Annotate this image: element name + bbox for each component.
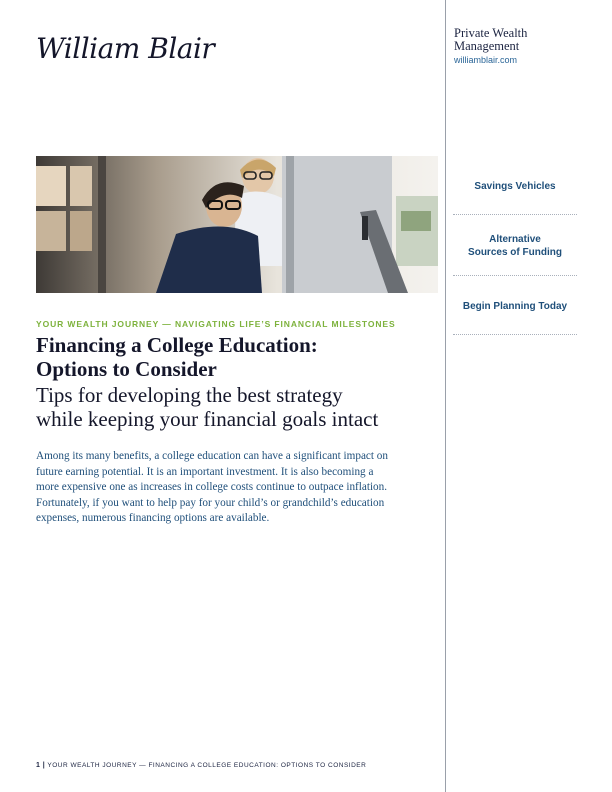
website-link[interactable]: williamblair.com bbox=[454, 55, 518, 65]
brand-line-2: Management bbox=[454, 39, 520, 53]
nav-label: Savings Vehicles bbox=[474, 181, 556, 192]
intro-paragraph bbox=[36, 449, 431, 527]
intro-line: expenses, numerous financing options are available. bbox=[36, 512, 270, 524]
nav-begin-planning[interactable] bbox=[453, 276, 577, 334]
nav-separator bbox=[453, 334, 577, 335]
subtitle-line: while keeping your financial goals intact bbox=[36, 407, 379, 431]
series-eyebrow: YOUR WEALTH JOURNEY — NAVIGATING LIFE’S FINANCIAL MILESTONES bbox=[36, 319, 396, 329]
subtitle-line: Tips for developing the best strategy bbox=[36, 383, 343, 407]
intro-line: future earning potential. It is an important investment. It is also becoming a bbox=[36, 465, 374, 478]
section-nav bbox=[453, 170, 577, 335]
nav-label: Sources of Funding bbox=[468, 247, 562, 258]
page-footer bbox=[36, 762, 366, 769]
nav-alternative-sources[interactable] bbox=[453, 215, 577, 275]
column-divider bbox=[445, 0, 446, 792]
students-at-computer-image bbox=[36, 156, 438, 293]
page-subtitle bbox=[36, 383, 436, 431]
nav-savings-vehicles[interactable] bbox=[453, 170, 577, 214]
intro-line: Among its many benefits, a college education can have a significant impact on bbox=[36, 450, 388, 462]
footer-separator: | bbox=[42, 762, 46, 769]
footer-text: YOUR WEALTH JOURNEY — FINANCING A COLLEGE EDUCATION: OPTIONS TO CONSIDER bbox=[47, 762, 367, 769]
page-number: 1 bbox=[36, 762, 41, 769]
page-title bbox=[36, 333, 436, 381]
nav-label: Begin Planning Today bbox=[462, 301, 568, 312]
intro-line: Fortunately, if you want to help pay for your child’s or grandchild’s education bbox=[36, 496, 385, 509]
intro-line: more expensive one as increases in college costs continue to outpace inflation. bbox=[36, 481, 388, 493]
brand-block bbox=[454, 27, 527, 65]
title-line: Options to Consider bbox=[36, 357, 217, 381]
hero-photo bbox=[36, 156, 438, 293]
nav-label: Alternative bbox=[489, 234, 541, 245]
william-blair-logo: William Blair bbox=[36, 32, 215, 65]
brand-line-1: Private Wealth bbox=[454, 26, 528, 40]
title-line: Financing a College Education: bbox=[36, 333, 318, 357]
